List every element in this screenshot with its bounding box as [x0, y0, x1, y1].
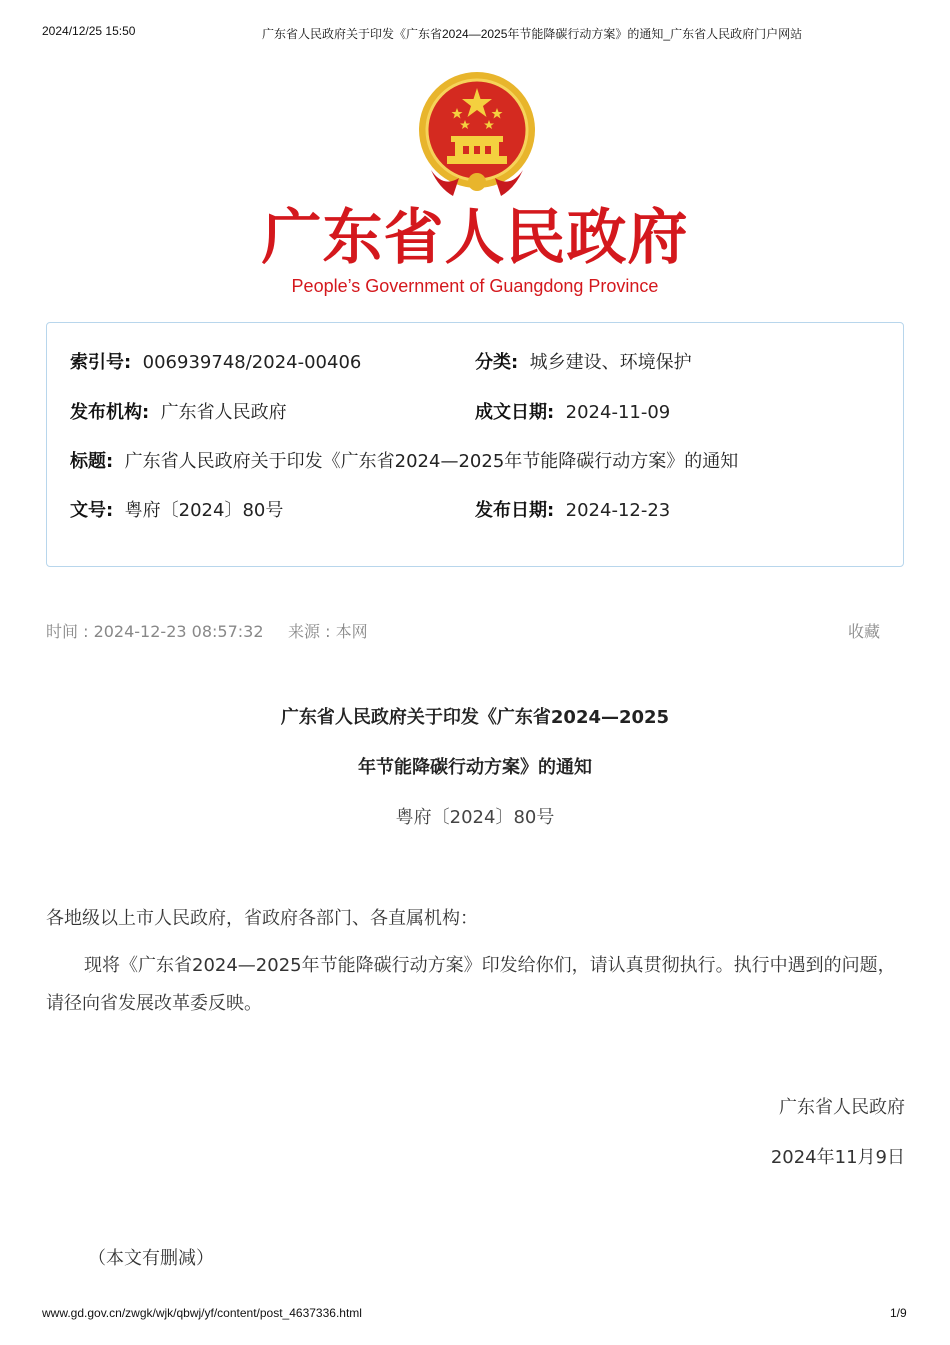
abridged-note: （本文有删减）	[88, 1248, 214, 1269]
site-title-en: People’s Government of Guangdong Province	[291, 276, 659, 296]
meta-pubdate-label: 发布日期:	[475, 500, 555, 521]
meta-index-value: 006939748/2024-00406	[142, 352, 362, 373]
print-page-title: 广东省人民政府关于印发《广东省2024—2025年节能降碳行动方案》的通知_广东省人民政府门户网站	[262, 27, 803, 41]
meta-category-label: 分类:	[475, 352, 519, 373]
meta-publisher-value: 广东省人民政府	[160, 402, 287, 423]
source-text: 来源 : 本网	[288, 622, 368, 641]
meta-created	[475, 398, 670, 424]
meta-created-label: 成文日期:	[475, 402, 555, 423]
publish-time: 时间 : 2024-12-23 08:57:32	[46, 622, 264, 641]
salutation: 各地级以上市人民政府，省政府各部门、各直属机构：	[46, 908, 478, 929]
meta-index	[70, 348, 361, 374]
meta-created-value: 2024-11-09	[565, 402, 671, 423]
meta-docno-value: 粤府〔2024〕80号	[124, 500, 284, 521]
meta-pubdate	[475, 496, 670, 522]
favorite-button[interactable]: 收藏	[848, 622, 881, 641]
national-emblem-icon	[413, 70, 541, 202]
site-title-cn: 广东省人民政府	[261, 203, 689, 273]
print-page-number: 1/9	[890, 1306, 907, 1320]
article-title-line2: 年节能降碳行动方案》的通知	[358, 757, 592, 778]
meta-title	[70, 447, 738, 473]
meta-publisher	[70, 398, 287, 424]
print-datetime: 2024/12/25 15:50	[42, 24, 136, 38]
meta-category	[475, 348, 692, 374]
meta-index-label: 索引号:	[70, 352, 132, 373]
article-title-line1: 广东省人民政府关于印发《广东省2024—2025	[280, 707, 670, 728]
meta-title-value: 广东省人民政府关于印发《广东省2024—2025年节能降碳行动方案》的通知	[124, 451, 739, 472]
signature: 广东省人民政府	[779, 1097, 905, 1118]
meta-publisher-label: 发布机构:	[70, 402, 150, 423]
signature-date: 2024年11月9日	[770, 1147, 905, 1168]
body-paragraph: 现将《广东省2024—2025年节能降碳行动方案》印发给你们，请认真贯彻执行。执行中遇到的问题，请径向省发展改革委反映。	[46, 955, 896, 1014]
article-doc-number: 粤府〔2024〕80号	[395, 807, 555, 828]
meta-docno	[70, 496, 283, 522]
print-url: www.gd.gov.cn/zwgk/wjk/qbwj/yf/content/post_4637336.html	[42, 1306, 362, 1320]
meta-pubdate-value: 2024-12-23	[565, 500, 671, 521]
meta-title-label: 标题:	[70, 451, 114, 472]
meta-docno-label: 文号:	[70, 500, 114, 521]
meta-category-value: 城乡建设、环境保护	[529, 352, 692, 373]
